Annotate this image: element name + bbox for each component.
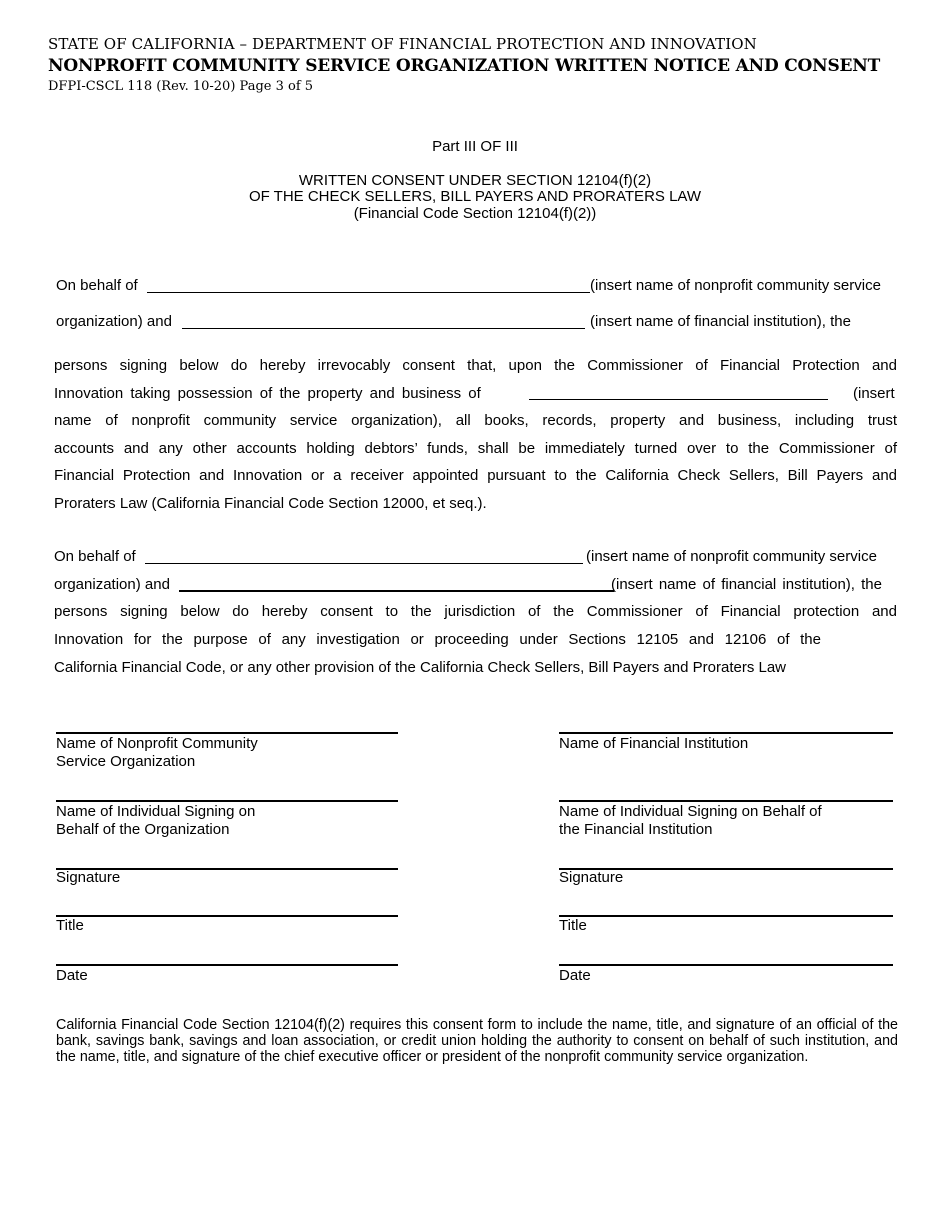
nonprofit-name-field-1[interactable] bbox=[147, 292, 590, 293]
on-behalf-of-label: On behalf of bbox=[54, 548, 136, 565]
agency-name: STATE OF CALIFORNIA – DEPARTMENT OF FINANCIAL PROTECTION AND INNOVATION bbox=[48, 35, 757, 53]
fi-date-line[interactable] bbox=[559, 964, 893, 966]
fi-signer-name-line[interactable] bbox=[559, 800, 893, 802]
sig-label: Date bbox=[56, 967, 88, 984]
nonprofit-name-field-3[interactable] bbox=[145, 563, 583, 564]
paragraph-line: Proraters Law (California Financial Code Section 12000, et seq.). bbox=[54, 495, 487, 512]
org-signer-name-line[interactable] bbox=[56, 800, 398, 802]
part-title-line3: (Financial Code Section 12104(f)(2)) bbox=[353, 205, 597, 222]
part-label: Part III OF III bbox=[432, 138, 518, 155]
part-title-line1: WRITTEN CONSENT UNDER SECTION 12104(f)(2) bbox=[298, 172, 652, 189]
insert-org-hint: (insert name of nonprofit community service bbox=[590, 277, 881, 294]
paragraph-line: name of nonprofit community service organization), all books, records, property and business, including trust bbox=[54, 412, 897, 429]
paragraph-line: Innovation taking possession of the property and business of bbox=[54, 385, 481, 402]
paragraph-line: accounts and any other accounts holding debtors’ funds, shall be immediately turned over to the Commissioner of bbox=[54, 440, 897, 457]
insert-org-hint: (insert name of nonprofit community service bbox=[586, 548, 877, 565]
nonprofit-name-signature-line[interactable] bbox=[56, 732, 398, 734]
org-and-label: organization) and bbox=[56, 313, 172, 330]
paragraph-line: California Financial Code, or any other provision of the California Check Sellers, Bill Payers and Proraters Law bbox=[54, 659, 787, 676]
on-behalf-of-label: On behalf of bbox=[56, 277, 138, 294]
sig-label: Name of Individual Signing on Behalf of bbox=[559, 803, 822, 820]
sig-label: Name of Individual Signing on bbox=[56, 803, 256, 820]
paragraph-line: persons signing below do hereby irrevocably consent that, upon the Commissioner of Financial Protection and bbox=[54, 357, 897, 374]
nonprofit-name-field-2[interactable] bbox=[529, 399, 828, 400]
org-and-label: organization) and bbox=[54, 576, 170, 593]
sig-label: Name of Financial Institution bbox=[559, 735, 749, 752]
statutory-footnote: California Financial Code Section 12104(f)(2) requires this consent form to include the name, title, and signature of an official of the bank, savings bank, savings and loan association, or credit union holding the authority to consent on behalf of such institution, and the name, title, and signature of the chief executive officer or president of the nonprofit community service organization. bbox=[56, 1017, 898, 1065]
part-title-line2: OF THE CHECK SELLERS, BILL PAYERS AND PRORATERS LAW bbox=[248, 188, 702, 205]
sig-label: Signature bbox=[559, 869, 624, 886]
insert-hint: (insert bbox=[853, 385, 895, 402]
paragraph-line: Financial Protection and Innovation or a receiver appointed pursuant to the California Check Sellers, Bill Payers and bbox=[54, 467, 897, 484]
insert-fi-hint: (insert name of financial institution), the bbox=[590, 313, 851, 330]
sig-label: Behalf of the Organization bbox=[56, 821, 230, 838]
form-id: DFPI-CSCL 118 (Rev. 10-20) Page 3 of 5 bbox=[48, 79, 314, 94]
insert-fi-hint: (insert name of financial institution), the bbox=[611, 576, 882, 593]
org-title-line[interactable] bbox=[56, 915, 398, 917]
paragraph-line: persons signing below do hereby consent to the jurisdiction of the Commissioner of Financial protection and bbox=[54, 603, 897, 620]
sig-label: Name of Nonprofit Community bbox=[56, 735, 258, 752]
sig-label: Service Organization bbox=[56, 753, 196, 770]
sig-label: the Financial Institution bbox=[559, 821, 713, 838]
paragraph-line: Innovation for the purpose of any investigation or proceeding under Sections 12105 and 12106 of the bbox=[54, 631, 821, 648]
sig-label: Signature bbox=[56, 869, 121, 886]
sig-label: Title bbox=[56, 917, 84, 934]
sig-label: Date bbox=[559, 967, 591, 984]
fi-title-line[interactable] bbox=[559, 915, 893, 917]
financial-institution-field-1[interactable] bbox=[182, 328, 585, 329]
sig-label: Title bbox=[559, 917, 587, 934]
form-title: NONPROFIT COMMUNITY SERVICE ORGANIZATION WRITTEN NOTICE AND CONSENT bbox=[48, 56, 881, 76]
financial-institution-field-2[interactable] bbox=[179, 590, 614, 592]
fi-name-signature-line[interactable] bbox=[559, 732, 893, 734]
org-date-line[interactable] bbox=[56, 964, 398, 966]
